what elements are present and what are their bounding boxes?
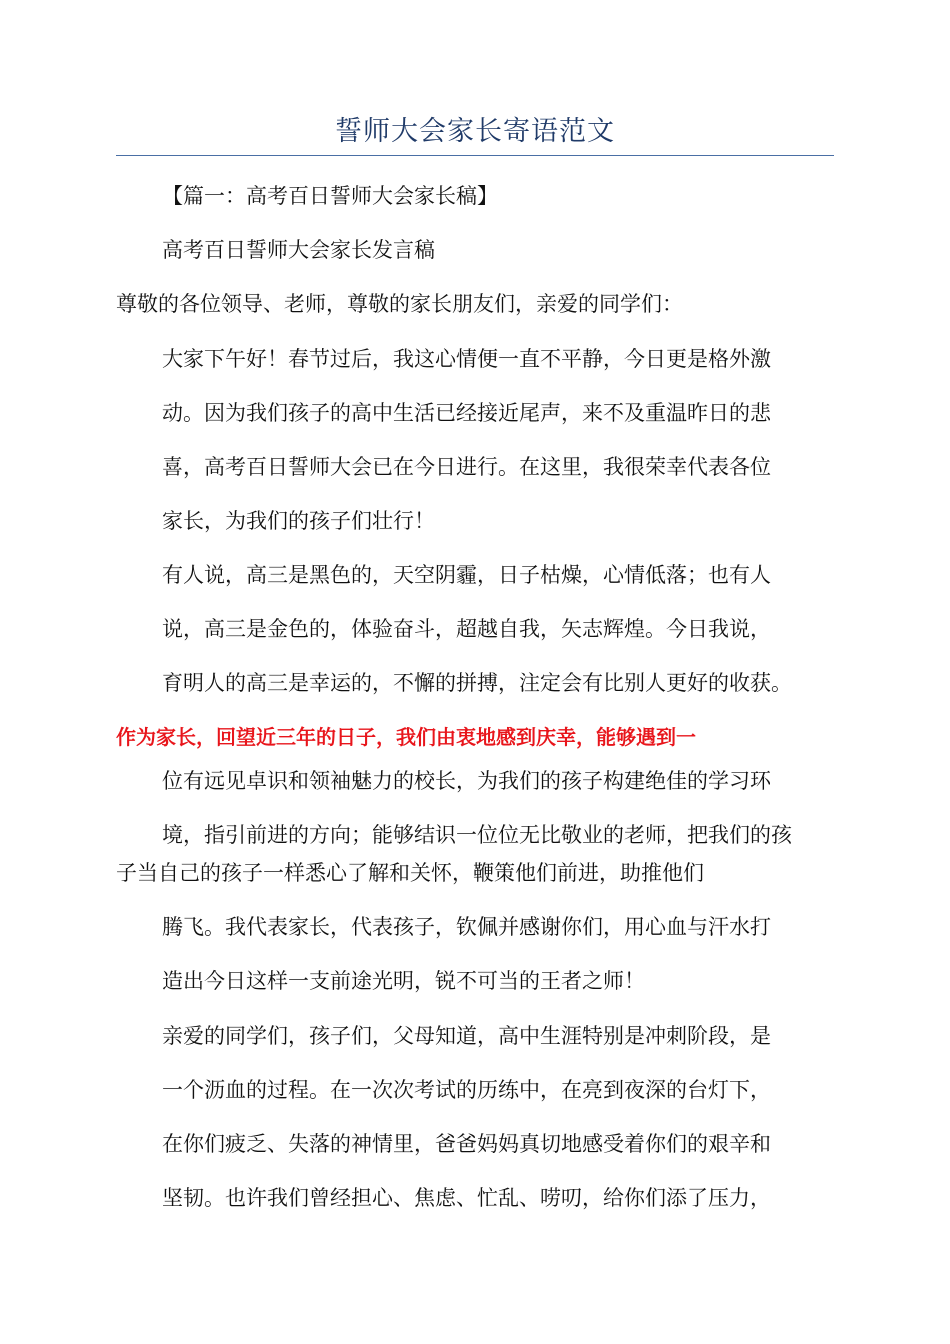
- body-line: 家长，为我们的孩子们壮行！: [162, 509, 435, 533]
- title-underline: [116, 155, 834, 156]
- highlighted-line: 作为家长，回望近三年的日子，我们由衷地感到庆幸，能够遇到一: [116, 725, 696, 749]
- body-line: 说，高三是金色的，体验奋斗，超越自我，矢志辉煌。今日我说，: [162, 617, 771, 641]
- body-line: 境，指引前进的方向；能够结识一位位无比敬业的老师，把我们的孩: [162, 823, 792, 847]
- speech-title: 高考百日誓师大会家长发言稿: [162, 238, 435, 262]
- body-line: 动。因为我们孩子的高中生活已经接近尾声，来不及重温昨日的悲: [162, 401, 771, 425]
- section-heading: 【篇一：高考百日誓师大会家长稿】: [162, 184, 498, 208]
- body-line: 在你们疲乏、失落的神情里，爸爸妈妈真切地感受着你们的艰辛和: [162, 1132, 771, 1156]
- body-line: 喜，高考百日誓师大会已在今日进行。在这里，我很荣幸代表各位: [162, 455, 771, 479]
- body-line: 有人说，高三是黑色的，天空阴霾，日子枯燥，心情低落；也有人: [162, 563, 771, 587]
- salutation: 尊敬的各位领导、老师，尊敬的家长朋友们，亲爱的同学们：: [116, 292, 683, 316]
- body-line: 育明人的高三是幸运的，不懈的拼搏，注定会有比别人更好的收获。: [162, 671, 792, 695]
- body-line: 腾飞。我代表家长，代表孩子，钦佩并感谢你们，用心血与汗水打: [162, 915, 771, 939]
- body-line: 大家下午好！春节过后，我这心情便一直不平静，今日更是格外激: [162, 347, 771, 371]
- body-line: 一个沥血的过程。在一次次考试的历练中，在亮到夜深的台灯下，: [162, 1078, 771, 1102]
- body-line: 位有远见卓识和领袖魅力的校长，为我们的孩子构建绝佳的学习环: [162, 769, 771, 793]
- body-line: 造出今日这样一支前途光明，锐不可当的王者之师！: [162, 969, 645, 993]
- document-title: 誓师大会家长寄语范文: [335, 116, 615, 147]
- body-line: 亲爱的同学们，孩子们，父母知道，高中生涯特别是冲刺阶段，是: [162, 1024, 771, 1048]
- body-line: 坚韧。也许我们曾经担心、焦虑、忙乱、唠叨，给你们添了压力，: [162, 1186, 771, 1210]
- body-line: 子当自己的孩子一样悉心了解和关怀，鞭策他们前进，助推他们: [116, 861, 704, 885]
